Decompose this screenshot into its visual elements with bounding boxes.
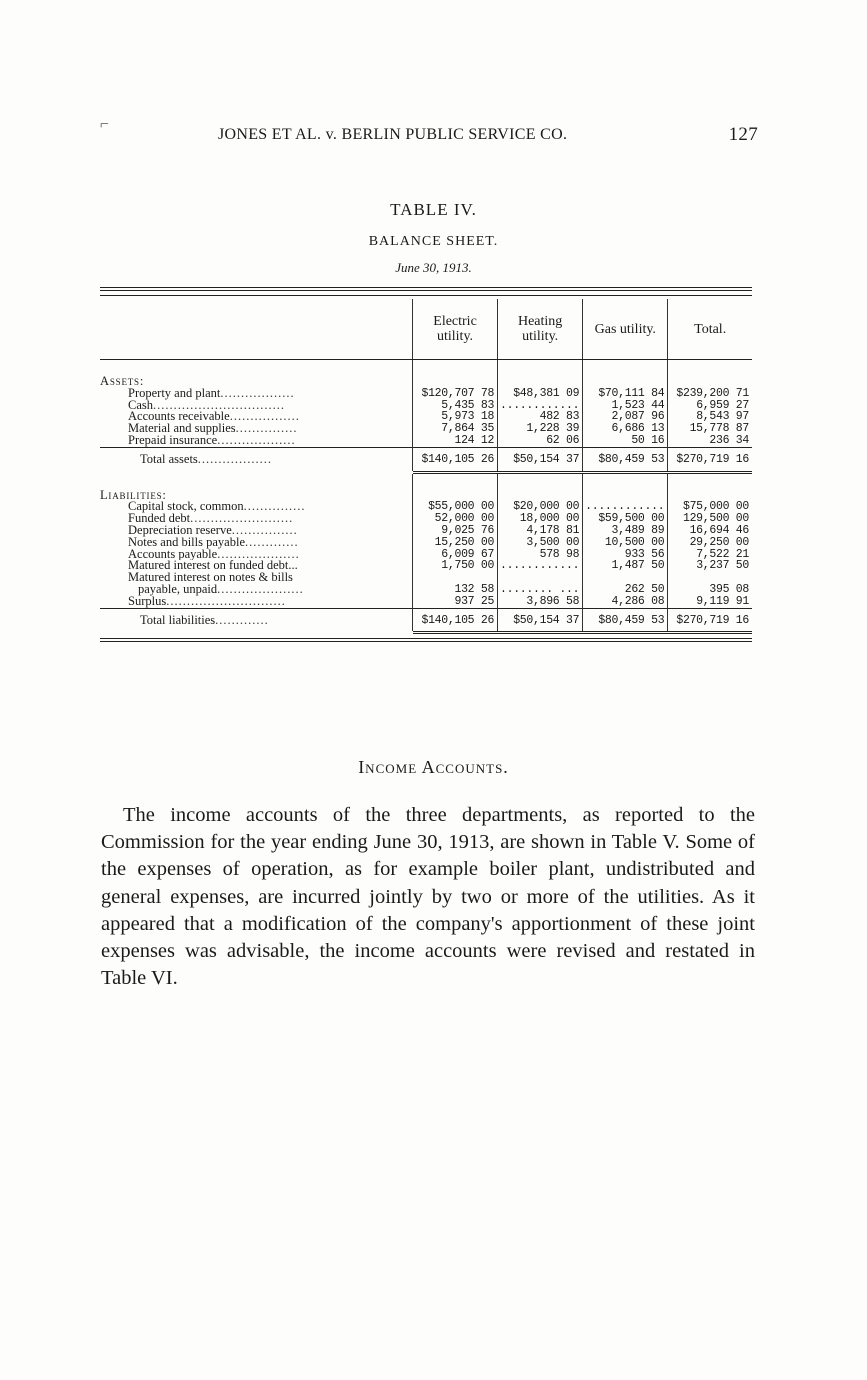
grand-total: $270,719 16 [668,447,752,472]
electric-value: 124 12 [412,435,497,447]
row-label-text: payable, unpaid [138,583,218,596]
electric-value: 52,000 00 [412,513,497,525]
electric-value: 1,750 00 [412,560,497,572]
assets-heading-row [100,374,752,388]
spacer-cell [498,360,583,375]
electric-total: $140,105 26 [412,447,497,472]
running-head-title: JONES ET AL. v. BERLIN PUBLIC SERVICE CO. [218,126,568,143]
header-total: Total. [668,299,752,360]
liabilities-heading-row [100,488,752,502]
electric-value: $120,707 78 [412,388,497,400]
electric-value: 6,009 67 [412,549,497,561]
electric-value: 132 58 [412,584,497,596]
row-label: Capital stock, common............... [100,501,412,513]
row-label: Property and plant.................. [100,388,412,400]
total-value: 15,778 87 [689,423,749,435]
section-heading: Income Accounts. [358,757,509,777]
row-label-text: Cash [128,399,153,412]
total-value: 8,543 97 [696,411,749,424]
spacer-cell [100,360,412,375]
heating-value: $48,381 09 [498,388,583,400]
heating-total: $50,154 37 [498,608,583,633]
row-label-text: Capital stock, common [128,501,244,514]
total-value: 7,522 21 [696,548,749,561]
total-label: Total liabilities............. [100,608,412,633]
empty-cell [583,488,668,502]
table-title: TABLE IV. [390,200,477,219]
liabilities-total-row [100,608,752,633]
empty-cell [583,374,668,388]
electric-value: 9,025 76 [412,525,497,537]
table-date: June 30, 1913. [395,260,472,275]
gas-value: 1,487 50 [583,560,668,572]
heating-value: 18,000 00 [498,513,583,525]
page-number: 127 [728,124,758,145]
empty-cell [412,488,497,502]
electric-value [412,572,497,584]
row-label-text: Surplus [128,595,167,608]
table-row [100,501,752,513]
heating-value: 1,228 39 [498,423,583,435]
electric-value: 937 25 [412,596,497,608]
empty-cell [668,488,752,502]
table-row [100,596,752,608]
row-label-text: Accounts payable [128,548,218,561]
table-row [100,388,752,400]
table-row [100,584,752,596]
gas-value: $59,500 00 [583,513,668,525]
row-label-text: Depreciation reserve [128,524,232,537]
gas-value [583,572,668,584]
header-label-cell [100,299,412,360]
heating-value: 3,500 00 [498,537,583,549]
header-electric: Electric utility. [412,299,497,360]
margin-mark: ⌐ [100,116,110,133]
heating-value: 578 98 [498,549,583,561]
row-label-text: Matured interest on notes & bills [128,572,293,584]
spacer-cell [100,472,412,488]
electric-total: $140,105 26 [412,608,497,633]
heating-value: ............ [498,400,583,412]
balance-sheet-table [100,287,752,642]
spacer-cell [498,472,583,488]
spacer-cell [412,360,497,375]
running-head [218,126,758,144]
gas-value: 4,286 08 [583,596,668,608]
row-label: Accounts receivable................. [100,411,412,423]
gas-value: $70,111 84 [583,388,668,400]
total-value [668,572,752,584]
spacer-cell [583,360,668,375]
table-row [100,572,752,584]
empty-cell [668,374,752,388]
header-gas: Gas utility. [583,299,668,360]
gas-value: 3,489 89 [583,525,668,537]
table-row [100,560,752,572]
total-value: 395 08 [709,583,749,596]
table-row [100,435,752,447]
total-value: 16,694 46 [689,524,749,537]
heating-value: $20,000 00 [498,501,583,513]
table-row [100,423,752,435]
table-row [100,537,752,549]
heating-value: 62 06 [498,435,583,447]
total-label: Total assets.................. [100,447,412,472]
total-value: 29,250 00 [689,536,749,549]
row-label-text: Property and plant [128,387,221,400]
table-row [100,549,752,561]
row-label: Material and supplies............... [100,423,412,435]
empty-cell [412,374,497,388]
row-label-text: Funded debt [128,513,191,525]
gas-value: ............ [583,501,668,513]
empty-cell [498,374,583,388]
gas-value: 50 16 [583,435,668,447]
row-label-text: Matured interest on funded debt... [128,560,298,573]
liabilities-section [100,472,752,633]
electric-value: 5,435 83 [412,400,497,412]
gas-value: 933 56 [583,549,668,561]
spacer-cell [412,472,497,488]
gas-value: 262 50 [583,584,668,596]
row-label-text: Notes and bills payable [128,536,245,549]
heating-value [498,572,583,584]
table-bottom-rule [100,638,752,642]
total-value: 3,237 50 [696,560,749,573]
table-row [100,400,752,412]
row-label: Funded debt......................... [100,513,412,525]
gas-value: 1,523 44 [583,400,668,412]
gas-value: 2,087 96 [583,411,668,423]
table-row [100,513,752,525]
heating-value: 4,178 81 [498,525,583,537]
empty-cell [498,488,583,502]
heating-value: ........ ... [498,584,583,596]
row-label: Surplus............................. [100,596,412,608]
row-label [100,572,412,584]
total-value: $75,000 00 [682,501,749,514]
body-paragraph: The income accounts of the three departments, as reported to the Commission for the year ending June 30, 1913, are shown in Table V. Some of the expenses of operation, as for example boiler plant, undistributed and general expenses, are incurred jointly by two or more of the utilities. As it appeared that a modification of the company's apportionment of these joint expenses was advisable, the income accounts were revised and restated in Table VI. [101,804,755,990]
total-value: 129,500 00 [682,513,749,525]
total-value: 9,119 91 [696,595,749,608]
header-heating: Heating utility. [498,299,583,360]
row-label: payable, unpaid..................... [100,584,412,596]
heating-total: $50,154 37 [498,447,583,472]
liabilities-heading: Liabilities: [100,488,412,502]
heating-value: 3,896 58 [498,596,583,608]
heating-value: ............ [498,560,583,572]
row-label: Prepaid insurance................... [100,435,412,447]
row-label-text: Accounts receivable [128,411,230,424]
table-row [100,525,752,537]
total-value: 236 34 [709,434,749,447]
row-label [100,560,412,572]
assets-section [100,360,752,473]
row-label-text: Material and supplies [128,423,236,435]
spacer-cell [668,472,752,488]
total-value: 6,959 27 [696,399,749,412]
table-subtitle: BALANCE SHEET. [368,234,499,249]
row-label: Depreciation reserve................ [100,525,412,537]
assets-heading: Assets: [100,374,412,388]
assets-total-row [100,447,752,472]
grand-total: $270,719 16 [668,608,752,633]
electric-value: 15,250 00 [412,537,497,549]
spacer-cell [583,472,668,488]
table-row [100,411,752,423]
heating-value: 482 83 [498,411,583,423]
gas-value: 10,500 00 [583,537,668,549]
electric-value: 5,973 18 [412,411,497,423]
row-label-text: Prepaid insurance [128,434,218,447]
gas-value: 6,686 13 [583,423,668,435]
spacer-cell [668,360,752,375]
row-label: Notes and bills payable............. [100,537,412,549]
table-header-row [100,299,752,360]
row-label: Cash................................ [100,400,412,412]
electric-value: 7,864 35 [412,423,497,435]
row-label: Accounts payable.................... [100,549,412,561]
total-value: $239,200 71 [676,387,749,400]
electric-value: $55,000 00 [412,501,497,513]
gas-total: $80,459 53 [583,608,668,633]
total-label-text: Total assets [140,451,198,466]
gas-total: $80,459 53 [583,447,668,472]
total-label-text: Total liabilities [140,612,216,627]
